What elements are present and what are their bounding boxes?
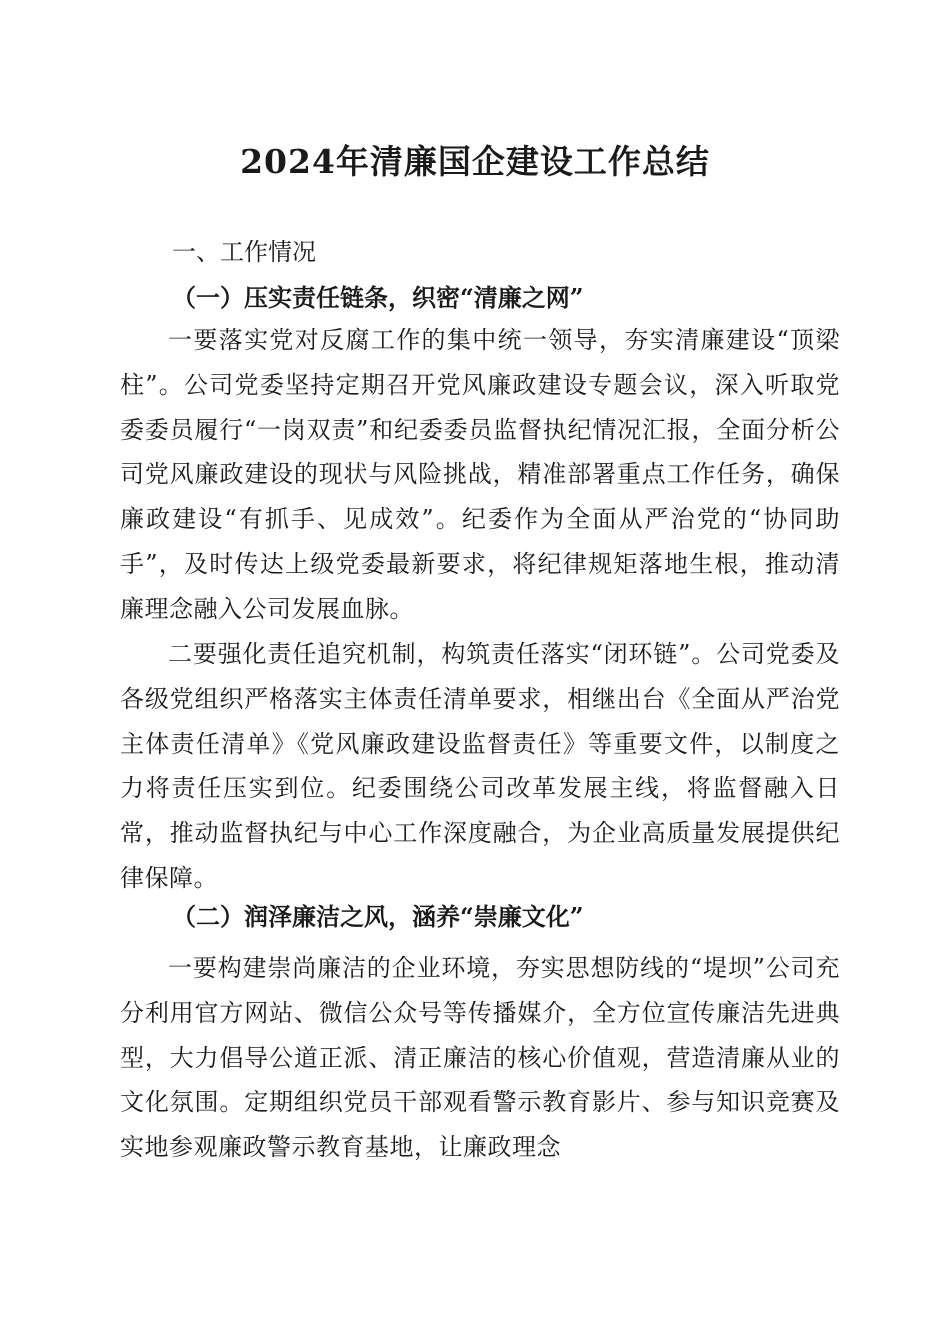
paragraph-3: 一要构建崇尚廉洁的企业环境，夯实思想防线的“堤坝”公司充分利用官方网站、微信公众号等传播媒介，全方位宣传廉洁先进典型，大力倡导公道正派、清正廉洁的核心价值观，营造清廉从业的文化氛围。定期组织党员干部观看警示教育影片、参与知识竞赛及实地参观廉政警示教育基地，让廉政理念 bbox=[120, 954, 840, 1162]
subsection-heading-1: （一）压实责任链条，织密“清廉之网” bbox=[172, 283, 584, 312]
paragraph-1: 一要落实党对反腐工作的集中统一领导，夯实清廉建设“顶梁柱”。公司党委坚持定期召开党风廉政建设专题会议，深入听取党委委员履行“一岗双责”和纪委委员监督执纪情况汇报，全面分析公司党风廉政建设的现状与风险挑战，精准部署重点工作任务，确保廉政建设“有抓手、见成效”。纪委作为全面从严治党的“协同助手”，及时传达上级党委最新要求，将纪律规矩落地生根，推动清廉理念融入公司发展血脉。 bbox=[120, 326, 840, 623]
paragraph-2: 二要强化责任追究机制，构筑责任落实“闭环链”。公司党委及各级党组织严格落实主体责任清单要求，相继出台《全面从严治党主体责任清单》《党风廉政建设监督责任》等重要文件，以制度之力将责任压实到位。纪委围绕公司改革发展主线，将监督融入日常，推动监督执纪与中心工作深度融合，为企业高质量发展提供纪律保障。 bbox=[120, 640, 840, 892]
subsection-heading-2: （二）润泽廉洁之风，涵养“崇廉文化” bbox=[172, 902, 584, 931]
document-title: 2024年清廉国企建设工作总结 bbox=[240, 142, 710, 181]
section-heading-work-status: 一、工作情况 bbox=[172, 238, 316, 266]
